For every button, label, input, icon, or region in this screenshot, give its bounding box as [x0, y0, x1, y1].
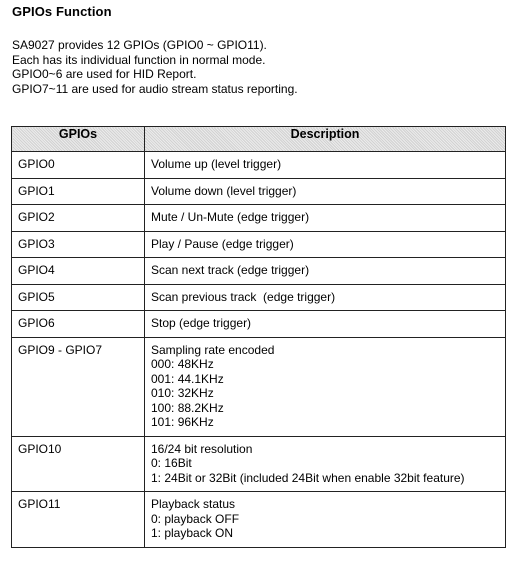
description-line: Scan next track (edge trigger): [151, 263, 310, 277]
intro-line: GPIO0~6 are used for HID Report.: [12, 67, 197, 81]
description-cell: [145, 258, 506, 285]
description-line: Scan previous track (edge trigger): [151, 289, 336, 304]
description-cell: [145, 178, 506, 205]
description-line: Stop (edge trigger): [151, 316, 252, 330]
table-row: [12, 436, 506, 492]
description-cell: [145, 284, 506, 311]
table-row: [12, 205, 506, 232]
intro-line: GPIO7~11 are used for audio stream status reporting.: [12, 81, 298, 96]
description-cell: [145, 337, 506, 436]
table-row: [12, 492, 506, 548]
table-row: [12, 152, 506, 179]
column-header-gpios: GPIOs: [12, 127, 145, 152]
description-line: 000: 48KHz: [151, 357, 214, 371]
gpio-cell: GPIO11: [12, 492, 145, 548]
description-line: 16/24 bit resolution: [151, 441, 253, 456]
gpio-cell: GPIO10: [12, 436, 145, 492]
description-line: 001: 44.1KHz: [151, 371, 224, 386]
table-header-row: [12, 127, 506, 152]
description-line: 010: 32KHz: [151, 386, 214, 400]
description-line: 0: playback OFF: [151, 511, 240, 526]
table-row: [12, 258, 506, 285]
description-cell: [145, 436, 506, 492]
gpio-cell: GPIO9 - GPIO7: [12, 337, 145, 436]
description-line: 1: playback ON: [151, 526, 234, 540]
gpio-table: [11, 126, 506, 548]
gpio-cell: GPIO4: [12, 258, 145, 285]
gpio-cell: GPIO0: [12, 152, 145, 179]
gpio-cell: GPIO6: [12, 311, 145, 338]
intro-line: SA9027 provides 12 GPIOs (GPIO0 ~ GPIO11).: [12, 38, 267, 52]
description-cell: [145, 231, 506, 258]
table-row: [12, 231, 506, 258]
description-cell: [145, 205, 506, 232]
table-row: [12, 337, 506, 436]
table-row: [12, 284, 506, 311]
column-header-description: Description: [145, 127, 506, 152]
intro-line: Each has its individual function in normal mode.: [12, 52, 266, 67]
description-line: 0: 16Bit: [151, 456, 192, 470]
description-line: Mute / Un-Mute (edge trigger): [151, 210, 310, 224]
description-cell: [145, 152, 506, 179]
gpio-cell: GPIO5: [12, 284, 145, 311]
description-line: Volume down (level trigger): [151, 183, 297, 198]
page-title: GPIOs Function: [12, 4, 112, 19]
description-line: Playback status: [151, 497, 236, 511]
description-line: 100: 88.2KHz: [151, 400, 224, 415]
gpio-cell: GPIO2: [12, 205, 145, 232]
table-row: [12, 311, 506, 338]
gpio-cell: GPIO3: [12, 231, 145, 258]
description-line: Play / Pause (edge trigger): [151, 236, 294, 251]
table-row: [12, 178, 506, 205]
description-line: 1: 24Bit or 32Bit (included 24Bit when enable 32bit feature): [151, 470, 465, 485]
description-line: Volume up (level trigger): [151, 157, 282, 171]
description-cell: [145, 492, 506, 548]
description-cell: [145, 311, 506, 338]
gpio-cell: GPIO1: [12, 178, 145, 205]
description-line: Sampling rate encoded: [151, 342, 275, 357]
intro-paragraph: [12, 38, 298, 96]
description-line: 101: 96KHz: [151, 415, 214, 429]
